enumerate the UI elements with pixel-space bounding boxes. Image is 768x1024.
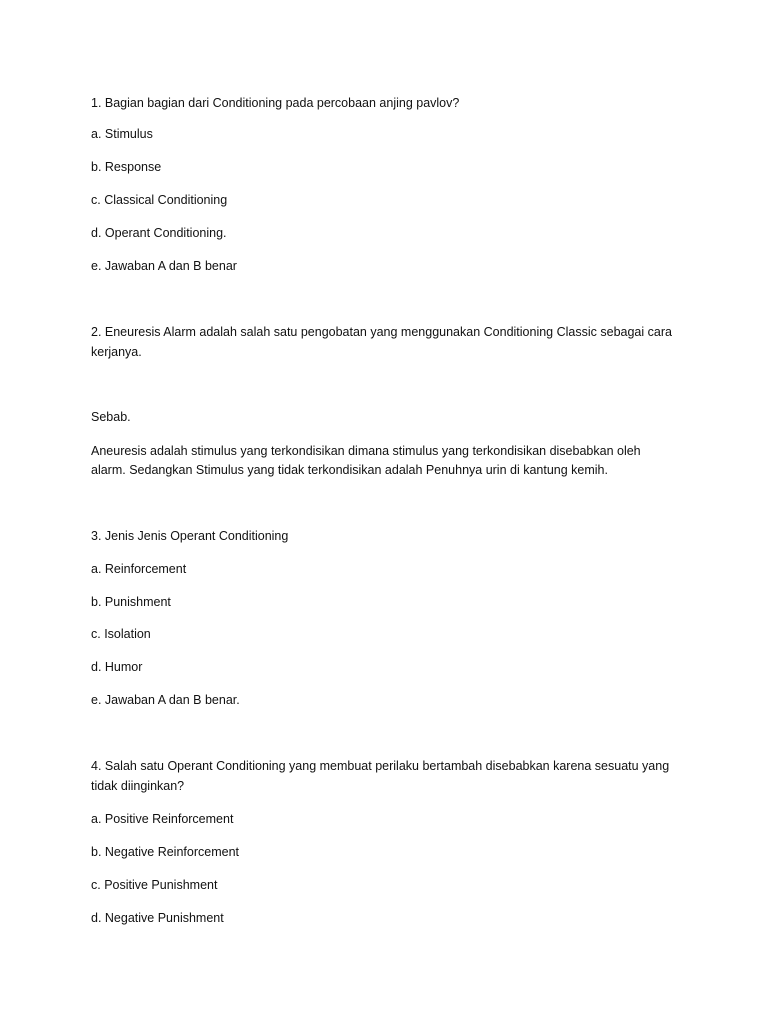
- question-4-option-b: b. Negative Reinforcement: [91, 845, 239, 859]
- question-2-text-line-2: kerjanya.: [91, 345, 142, 359]
- question-2-reason-line-2: alarm. Sedangkan Stimulus yang tidak terkondisikan adalah Penuhnya urin di kantung kemih.: [91, 463, 608, 477]
- question-3-option-d: d. Humor: [91, 660, 143, 674]
- question-4-text-line-2: tidak diinginkan?: [91, 779, 185, 793]
- question-1-option-b: b. Response: [91, 160, 162, 174]
- question-1-text: 1. Bagian bagian dari Conditioning pada percobaan anjing pavlov?: [91, 96, 460, 110]
- question-3-text: 3. Jenis Jenis Operant Conditioning: [91, 529, 289, 543]
- question-2-reason-line-1: Aneuresis adalah stimulus yang terkondisikan dimana stimulus yang terkondisikan disebabkan oleh: [91, 444, 641, 458]
- question-1-option-a: a. Stimulus: [91, 127, 153, 141]
- question-3-option-c: c. Isolation: [91, 627, 151, 641]
- question-2-text-line-1: 2. Eneuresis Alarm adalah salah satu pengobatan yang menggunakan Conditioning Classic sebagai cara: [91, 325, 672, 339]
- question-1-option-d: d. Operant Conditioning.: [91, 226, 227, 240]
- question-1-option-c: c. Classical Conditioning: [91, 193, 228, 207]
- question-4-option-c: c. Positive Punishment: [91, 878, 218, 892]
- question-3-option-e: e. Jawaban A dan B benar.: [91, 693, 240, 707]
- question-4-text-line-1: 4. Salah satu Operant Conditioning yang membuat perilaku bertambah disebabkan karena sesuatu yang: [91, 759, 670, 773]
- question-2-sebab: Sebab.: [91, 410, 131, 424]
- question-4-option-a: a. Positive Reinforcement: [91, 812, 234, 826]
- question-3-option-b: b. Punishment: [91, 595, 171, 609]
- question-4-option-d: d. Negative Punishment: [91, 911, 224, 925]
- question-3-option-a: a. Reinforcement: [91, 562, 187, 576]
- question-1-option-e: e. Jawaban A dan B benar: [91, 259, 237, 273]
